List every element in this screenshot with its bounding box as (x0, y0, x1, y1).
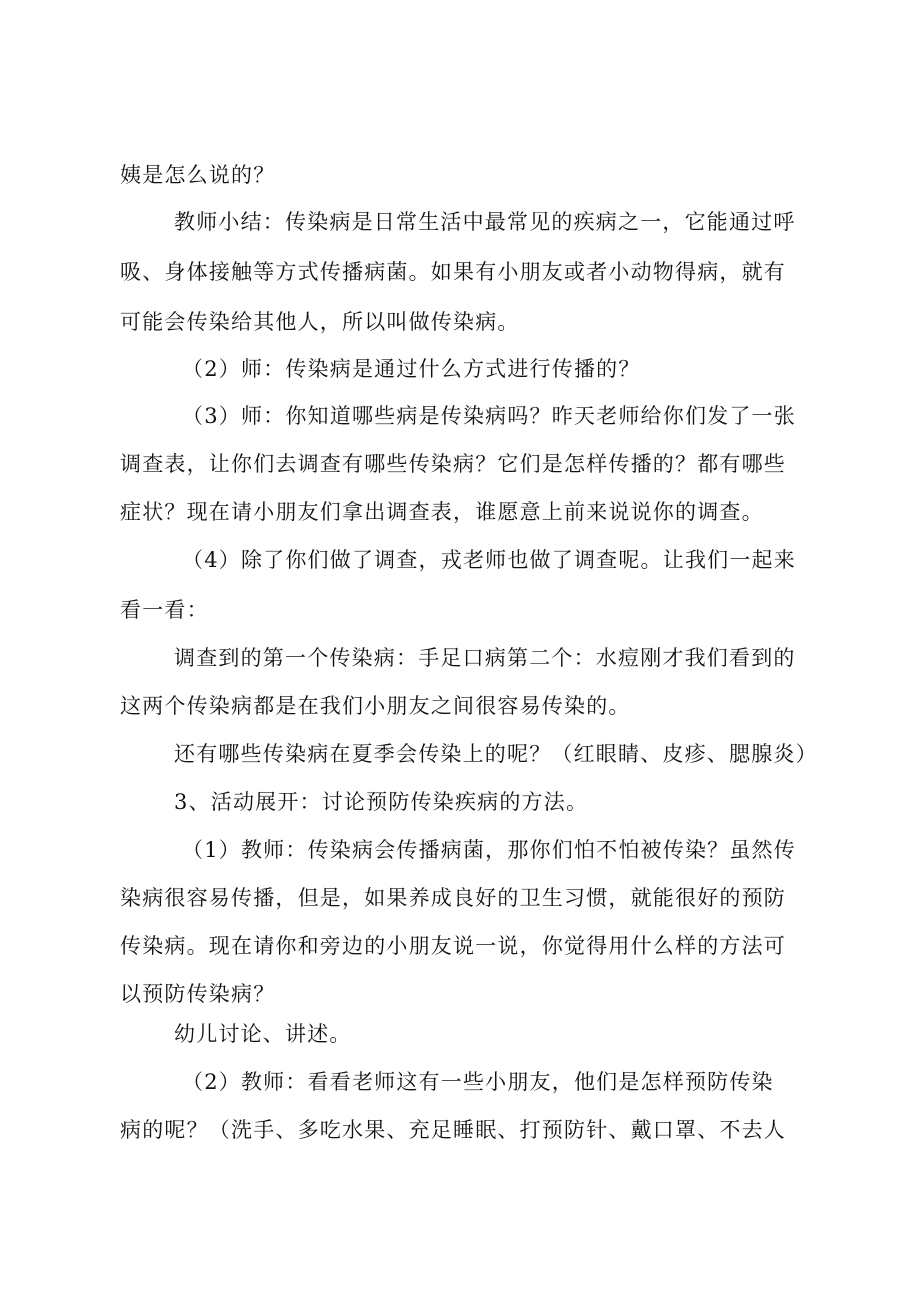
text-line: （2）教师：看看老师这有一些小朋友，他们是怎样预防传染 (182, 1070, 774, 1094)
text-line: （1）教师：传染病会传播病菌，那你们怕不怕被传染？虽然传 (182, 838, 796, 862)
text-line: 3、活动展开：讨论预防传染疾病的方法。 (174, 790, 589, 814)
text-line: （4）除了你们做了调查，戎老师也做了调查呢。让我们一起来 (182, 548, 796, 572)
text-line: 教师小结：传染病是日常生活中最常见的疾病之一，它能通过呼 (174, 210, 796, 234)
text-line: 看一看： (120, 598, 209, 622)
text-line: 症状？现在请小朋友们拿出调查表，谁愿意上前来说说你的调查。 (120, 500, 764, 524)
text-line: 调查表，让你们去调查有哪些传染病？它们是怎样传播的？都有哪些 (120, 452, 786, 476)
text-line: 可能会传染给其他人，所以叫做传染病。 (120, 310, 520, 334)
text-line: 这两个传染病都是在我们小朋友之间很容易传染的。 (120, 694, 631, 718)
text-line: （2）师：传染病是通过什么方式进行传播的？ (182, 357, 641, 381)
text-line: 姨是怎么说的？ (120, 163, 276, 187)
text-line: 调查到的第一个传染病：手足口病第二个：水痘刚才我们看到的 (174, 646, 796, 670)
text-line: 吸、身体接触等方式传播病菌。如果有小朋友或者小动物得病，就有 (120, 260, 786, 284)
text-line: （3）师：你知道哪些病是传染病吗？昨天老师给你们发了一张 (182, 404, 796, 428)
text-line: 还有哪些传染病在夏季会传染上的呢？（红眼睛、皮疹、腮腺炎） (174, 742, 818, 766)
text-line: 传染病。现在请你和旁边的小朋友说一说，你觉得用什么样的方法可 (120, 934, 786, 958)
text-line: 病的呢？（洗手、多吃水果、充足睡眠、打预防针、戴口罩、不去人 (120, 1118, 786, 1142)
text-line: 幼儿讨论、讲述。 (174, 1022, 352, 1046)
text-line: 染病很容易传播，但是，如果养成良好的卫生习惯，就能很好的预防 (120, 886, 786, 910)
text-line: 以预防传染病？ (120, 982, 276, 1006)
